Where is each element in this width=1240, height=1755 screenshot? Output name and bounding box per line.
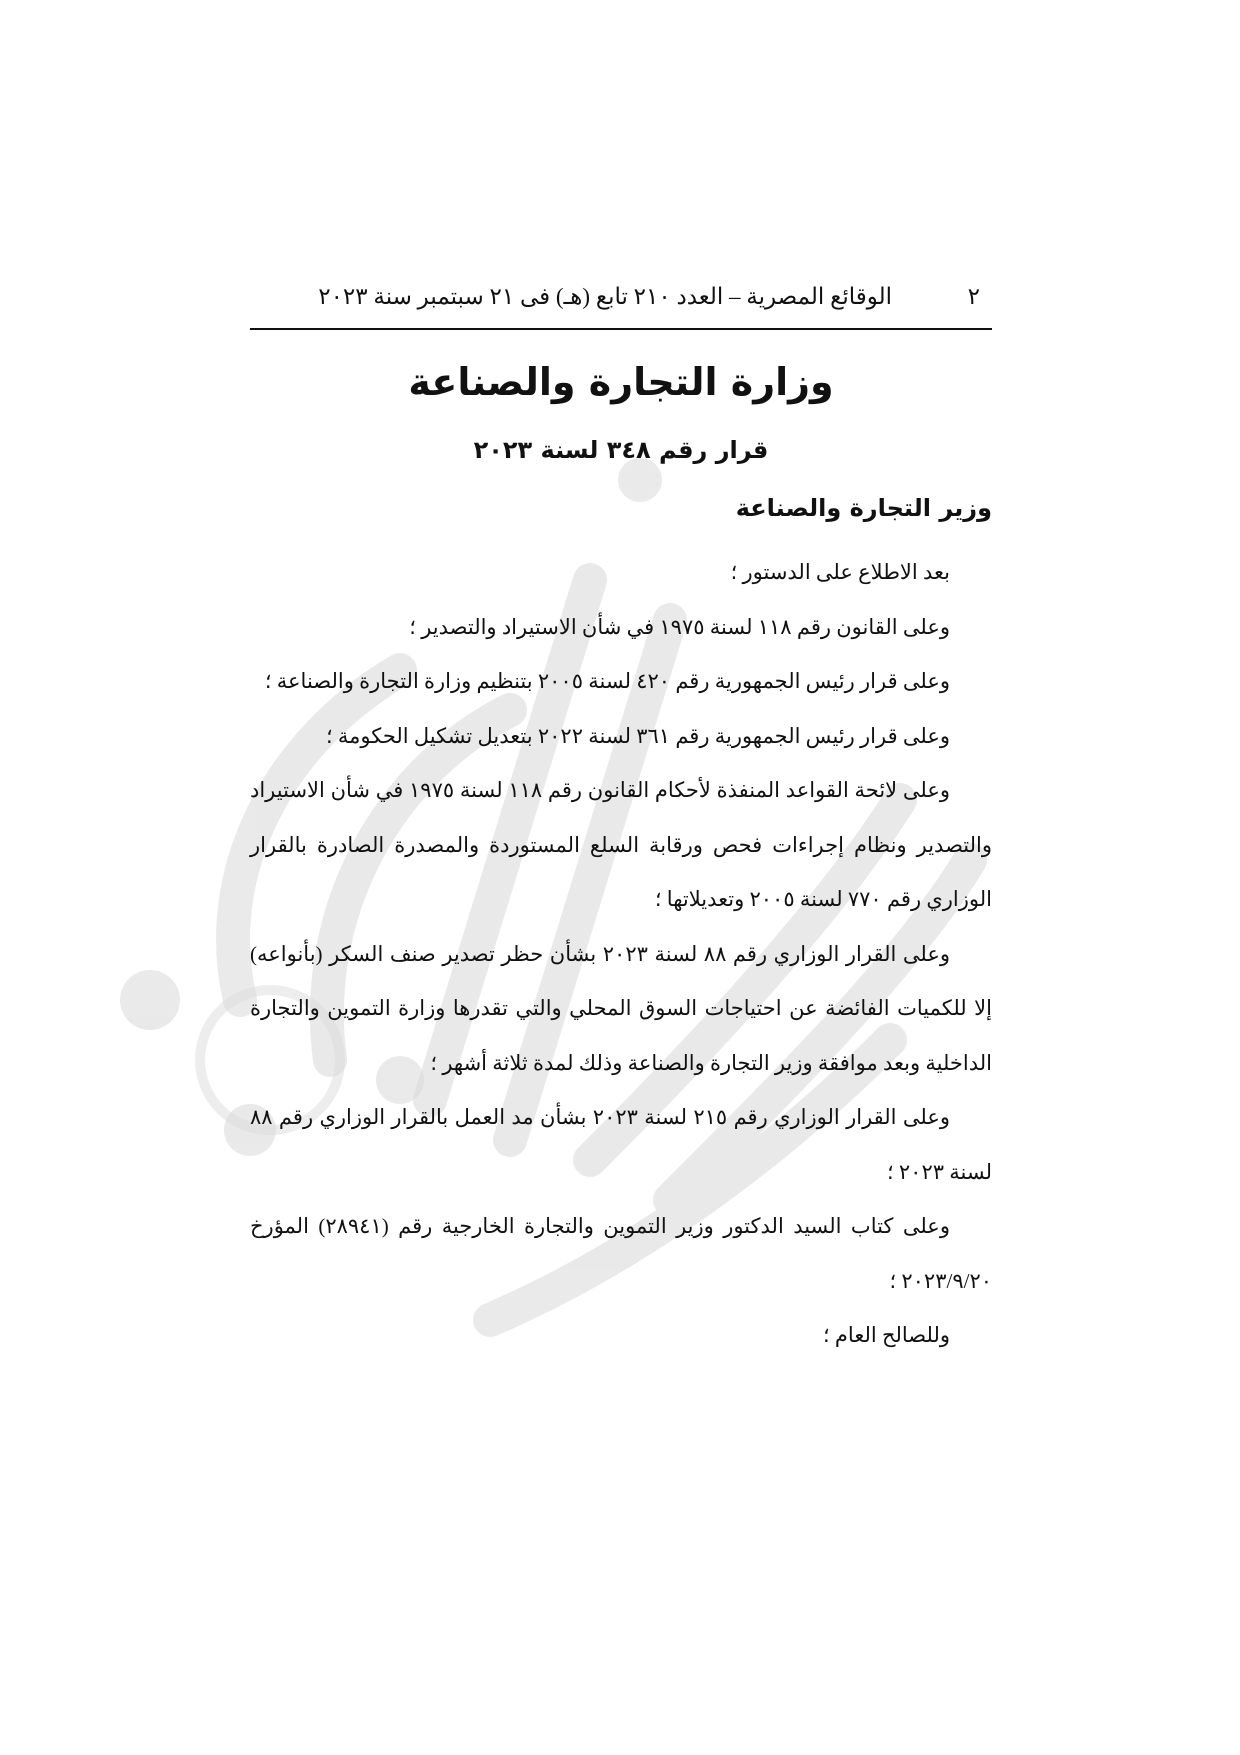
page-number: ٢ [967, 284, 980, 309]
paragraph: وعلى قرار رئيس الجمهورية رقم ٤٢٠ لسنة ٢٠٠٥ بتنظيم وزارة التجارة والصناعة ؛ [264, 669, 950, 693]
paragraph: وعلى القانون رقم ١١٨ لسنة ١٩٧٥ في شأن الاستيراد والتصدير ؛ [409, 614, 950, 639]
paragraph: وعلى لائحة القواعد المنفذة لأحكام القانون رقم ١١٨ لسنة ١٩٧٥ في شأن الاستيراد والتصدير ونظام إجراءات فحص ورقابة السلع المستوردة والمصدرة الصادرة بالقرار الوزاري رقم ٧٧٠ لسنة ٢٠٠٥ وتعديلاتها ؛ [250, 778, 992, 911]
ministry-title: وزارة التجارة والصناعة [408, 360, 834, 404]
decree-preamble [250, 545, 992, 1363]
paragraph: وعلى كتاب السيد الدكتور وزير التموين والتجارة الخارجية رقم (٢٨٩٤١) المؤرخ ٢٠٢٣/٩/٢٠ ؛ [250, 1214, 992, 1293]
running-head: الوقائع المصرية – العدد ٢١٠ تابع (هـ) فى ٢١ سبتمبر سنة ٢٠٢٣ [318, 284, 892, 309]
paragraph: بعد الاطلاع على الدستور ؛ [730, 560, 950, 584]
paragraph: وعلى القرار الوزاري رقم ٢١٥ لسنة ٢٠٢٣ بشأن مد العمل بالقرار الوزاري رقم ٨٨ لسنة ٢٠٢٣ ؛ [250, 1105, 992, 1184]
paragraph: وللصالح العام ؛ [823, 1323, 950, 1347]
paragraph: وعلى قرار رئيس الجمهورية رقم ٣٦١ لسنة ٢٠٢٢ بتعديل تشكيل الحكومة ؛ [325, 723, 950, 748]
decree-title: قرار رقم ٣٤٨ لسنة ٢٠٢٣ [473, 436, 769, 464]
minister-heading: وزير التجارة والصناعة [735, 494, 992, 522]
paragraph: وعلى القرار الوزاري رقم ٨٨ لسنة ٢٠٢٣ بشأن حظر تصدير صنف السكر (بأنواعه) إلا للكميات الفائضة عن احتياجات السوق المحلي والتي تقدرها وزارة التموين والتجارة الداخلية وبعد موافقة وزير التجارة والصناعة وذلك لمدة ثلاثة أشهر ؛ [250, 941, 992, 1075]
page-header [250, 282, 992, 322]
header-rule [250, 328, 992, 330]
